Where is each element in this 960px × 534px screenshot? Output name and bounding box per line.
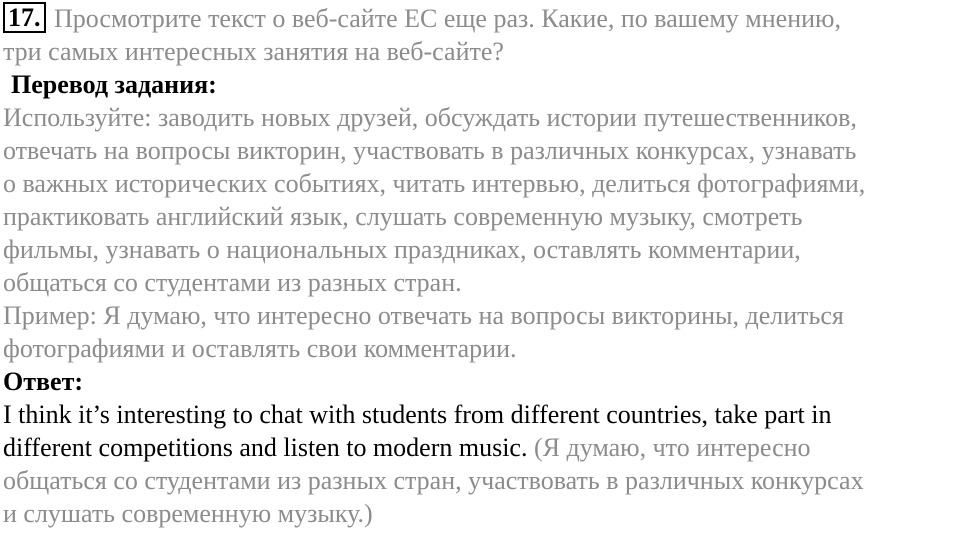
exercise-number: 17.: [3, 2, 46, 33]
question-text-1: Просмотрите текст о веб-сайте ЕС еще раз. Какие, по вашему мнению,: [54, 4, 841, 33]
exercise-question-line-1: [3, 2, 957, 35]
answer-mixed-line: [3, 431, 957, 464]
example-line: Пример: Я думаю, что интересно отвечать на вопросы викторины, делиться: [3, 301, 844, 330]
translation-line: фильмы, узнавать о национальных праздниках, оставлять комментарии,: [3, 235, 801, 264]
translation-line: практиковать английский язык, слушать современную музыку, смотреть: [3, 202, 803, 231]
answer-english-line-1: I think it’s interesting to chat with students from different countries, take part in: [3, 400, 832, 429]
answer-russian-start: (Я думаю, что интересно: [527, 433, 811, 462]
answer-english-line-2: different competitions and listen to modern music.: [3, 433, 528, 462]
exercise-page: [3, 2, 957, 530]
translation-line: отвечать на вопросы викторин, участвовать в различных конкурсах, узнавать: [3, 136, 857, 165]
answer-russian-line: и слушать современную музыку.): [3, 499, 373, 528]
translation-line: Используйте: заводить новых друзей, обсуждать истории путешественников,: [3, 103, 857, 132]
translation-line: о важных исторических событиях, читать интервью, делиться фотографиями,: [3, 169, 866, 198]
translation-line: общаться со студентами из разных стран.: [3, 268, 462, 297]
example-line: фотографиями и оставлять свои комментарии.: [3, 334, 517, 363]
translation-heading: Перевод задания:: [11, 70, 217, 99]
exercise-question-line-2: три самых интересных занятия на веб-сайте?: [3, 37, 504, 66]
answer-heading: Ответ:: [3, 367, 84, 396]
answer-russian-line: общаться со студентами из разных стран, участвовать в различных конкурсах: [3, 466, 864, 495]
